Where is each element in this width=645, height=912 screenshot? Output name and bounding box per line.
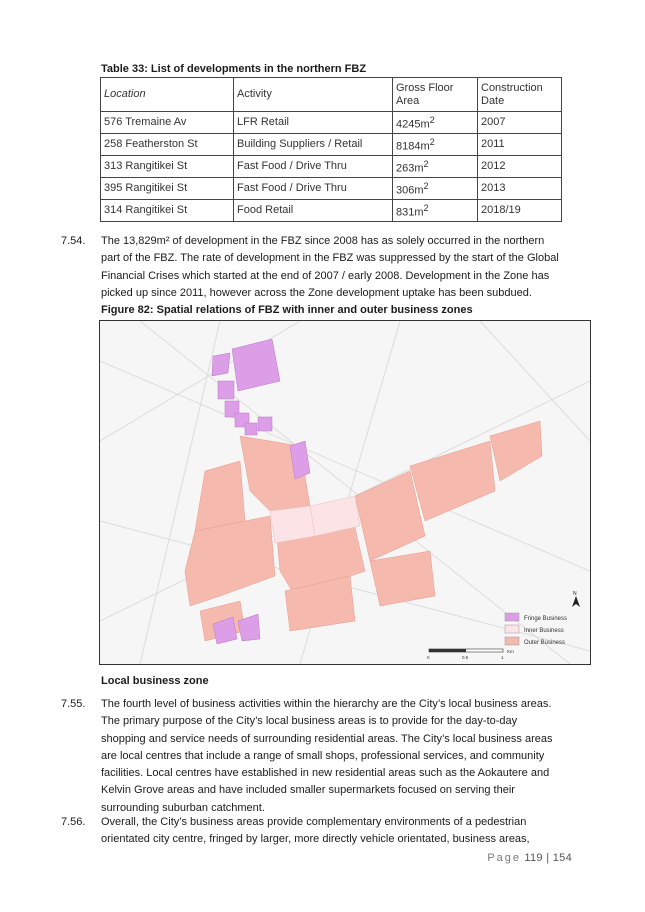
local-business-heading: Local business zone [101,675,209,687]
text-line: facilities. Local centres have established in new residential areas such as the Aokautere and [101,767,550,780]
map-svg [100,321,590,664]
cell-area [393,156,478,178]
table-row [101,178,562,200]
legend-label-inner: Inner Business [524,628,564,634]
area-unit-sup: 2 [429,136,435,147]
area-value: 263m [396,162,424,175]
legend-swatch-fringe [505,613,519,621]
figure-caption: Figure 82: Spatial relations of FBZ with inner and outer business zones [101,304,473,316]
text-line: picked up since 2011, however across the Zone development uptake has been subdued. [101,286,532,299]
table-row [101,200,562,222]
table-caption: Table 33: List of developments in the northern FBZ [101,63,367,75]
table-row [101,134,562,156]
paragraph-number: 7.56. [61,816,86,828]
cell-location: 313 Rangitikei St [101,156,234,178]
text-line: Financial Crises which started at the end of 2007 / early 2008. Development in the Zone has [101,269,550,282]
legend-swatch-inner [505,625,519,633]
area-unit-sup: 2 [423,158,429,169]
header-area-line2: Area [396,94,420,107]
cell-area [393,178,478,200]
text-line: surrounding suburban catchment. [101,801,265,814]
area-value: 306m [396,184,424,197]
text-line: are local centres that include a range of small shops, professional services, and community [101,749,545,762]
paragraph-text [101,233,584,302]
table-row [101,156,562,178]
text-line: The fourth level of business activities within the hierarchy are the City’s local business areas. [101,698,552,710]
cell-area [393,112,478,134]
scale-label-1: 1 [501,655,504,660]
header-activity: Activity [234,78,393,112]
text-line: The 13,829m² of development in the FBZ since 2008 has as solely occurred in the northern [101,235,545,247]
legend-label-outer: Outer Business [524,640,566,646]
page-separator: | [546,852,550,864]
area-value: 831m [396,206,424,219]
cell-activity: LFR Retail [234,112,393,134]
scale-bar [427,649,514,660]
paragraph-number: 7.55. [61,698,86,710]
area-unit-sup: 2 [423,180,429,191]
page-number: 119 [524,852,543,864]
cell-date: 2013 [478,178,562,200]
developments-table [100,77,562,222]
scale-label-half: 0.5 [462,655,469,660]
text-line: part of the FBZ. The rate of development in the FBZ was suppressed by the start of the Global [101,252,559,265]
area-value: 4245m [396,118,430,131]
page-footer [487,852,572,864]
cell-location: 314 Rangitikei St [101,200,234,222]
table-row [101,112,562,134]
paragraph-number: 7.54. [61,235,86,247]
paragraph-text [101,814,584,849]
cell-activity: Food Retail [234,200,393,222]
cell-date: 2007 [478,112,562,134]
text-line: shopping and service needs of surrounding residential areas. The City’s local business areas [101,732,553,745]
header-date-line1: Construction [481,81,543,94]
header-area-line1: Gross Floor [396,81,454,94]
cell-location: 258 Featherston St [101,134,234,156]
cell-area [393,200,478,222]
area-value: 8184m [396,140,430,153]
cell-location: 576 Tremaine Av [101,112,234,134]
header-date-line2: Date [481,94,505,107]
paragraph-text [101,696,584,817]
cell-date: 2012 [478,156,562,178]
text-line: Kelvin Grove areas and have included smaller supermarkets focused on serving their [101,784,515,797]
north-label: N [573,591,577,597]
legend-label-fringe: Fringe Business [524,616,568,622]
cell-activity: Fast Food / Drive Thru [234,178,393,200]
page-total: 154 [552,852,572,864]
cell-date: 2011 [478,134,562,156]
cell-activity: Building Suppliers / Retail [234,134,393,156]
scale-unit: Km [507,649,514,654]
outer-business-zone [185,421,542,641]
text-line: Overall, the City’s business areas provide complementary environments of a pedestrian [101,816,527,828]
map-legend [505,613,567,646]
scale-label-0: 0 [427,655,430,660]
area-unit-sup: 2 [423,202,429,213]
table-header-row [101,78,562,112]
text-line: The primary purpose of the City’s local business areas is to provide for the day-to-day [101,715,518,728]
header-location: Location [101,78,234,112]
header-area [393,78,478,112]
page-word: Page [487,852,522,864]
north-arrow-icon [572,591,580,607]
cell-area [393,134,478,156]
zone-map [99,320,591,665]
legend-swatch-outer [505,637,519,645]
text-line: orientated city centre, fringed by larger, more directly vehicle orientated, business areas, [101,833,530,846]
cell-location: 395 Rangitikei St [101,178,234,200]
cell-date: 2018/19 [478,200,562,222]
cell-activity: Fast Food / Drive Thru [234,156,393,178]
area-unit-sup: 2 [429,114,435,125]
header-date [478,78,562,112]
